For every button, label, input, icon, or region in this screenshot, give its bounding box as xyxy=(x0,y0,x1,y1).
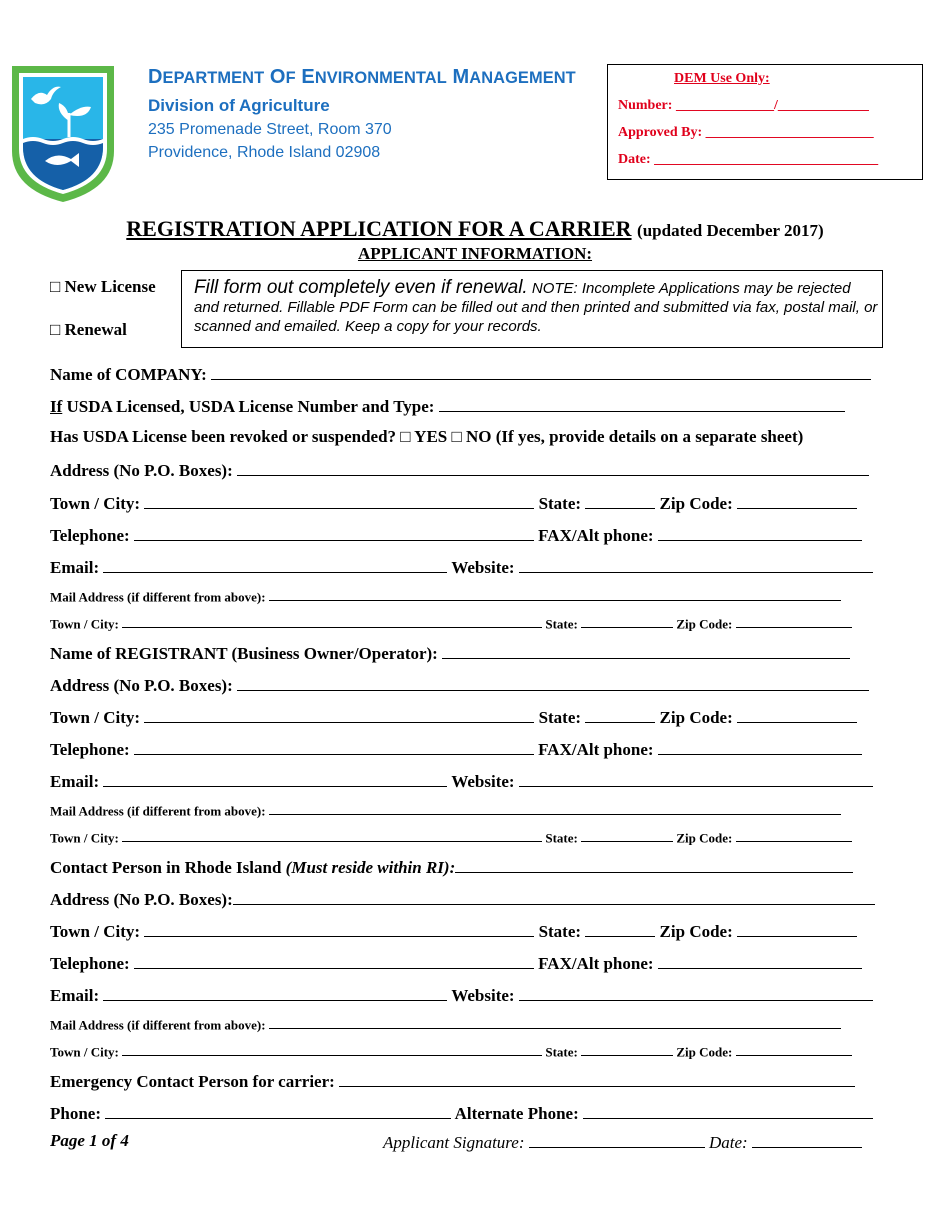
instructions-box xyxy=(181,270,883,348)
contact-mail-town-row: Town / City: State: Zip Code: xyxy=(50,1043,852,1060)
registrant-name-field[interactable] xyxy=(442,642,850,659)
contact-mail-town-field[interactable] xyxy=(122,1043,542,1056)
registrant-town-row: Town / City: State: Zip Code: xyxy=(50,706,857,728)
registrant-address-field[interactable] xyxy=(237,674,869,691)
contact-email-field[interactable] xyxy=(103,984,447,1001)
company-mail-address-field[interactable] xyxy=(269,588,841,601)
registrant-mail-address-row: Mail Address (if different from above): xyxy=(50,802,841,819)
company-mail-town-row: Town / City: State: Zip Code: xyxy=(50,615,852,632)
department-name: DEPARTMENT OF ENVIRONMENTAL MANAGEMENT xyxy=(148,66,576,88)
contact-address-row: Address (No P.O. Boxes): xyxy=(50,888,875,910)
emergency-contact-field[interactable] xyxy=(339,1070,855,1087)
shield-icon xyxy=(9,63,117,205)
contact-fax-field[interactable] xyxy=(658,952,862,969)
company-address-field[interactable] xyxy=(237,459,869,476)
registrant-mail-town-field[interactable] xyxy=(122,829,542,842)
instructions-text: Fill form out completely even if renewal. NOTE: Incomplete Applications may be rejected and returned. Fillable PDF Form can be filled out and then printed and submitted via fax, postal mail, or scanned and emailed. Keep a copy for your records. xyxy=(194,277,878,335)
emergency-alt-phone-field[interactable] xyxy=(583,1102,873,1119)
company-email-row: Email: Website: xyxy=(50,556,873,578)
contact-email-row: Email: Website: xyxy=(50,984,873,1006)
contact-zip-field[interactable] xyxy=(737,920,857,937)
usda-license-row: If USDA Licensed, USDA License Number and Type: xyxy=(50,395,845,417)
dem-use-only-title: DEM Use Only: xyxy=(674,71,770,86)
company-mail-zip-field[interactable] xyxy=(736,615,852,628)
form-title: REGISTRATION APPLICATION FOR A CARRIER (updated December 2017) xyxy=(126,216,824,241)
registrant-name-row: Name of REGISTRANT (Business Owner/Operator): xyxy=(50,642,850,664)
contact-mail-address-field[interactable] xyxy=(269,1016,841,1029)
company-zip-field[interactable] xyxy=(737,492,857,509)
dem-number-label: Number: ______________/_____________ xyxy=(618,98,869,113)
registrant-mail-address-field[interactable] xyxy=(269,802,841,815)
company-telephone-field[interactable] xyxy=(134,524,534,541)
company-fax-field[interactable] xyxy=(658,524,862,541)
contact-person-row: Contact Person in Rhode Island (Must reside within RI): xyxy=(50,856,853,878)
registrant-telephone-row: Telephone: FAX/Alt phone: xyxy=(50,738,862,760)
signature-date-field[interactable] xyxy=(752,1131,862,1148)
contact-town-field[interactable] xyxy=(144,920,534,937)
signature-row: Applicant Signature: Date: xyxy=(383,1131,862,1153)
section-title-applicant-information: APPLICANT INFORMATION: xyxy=(357,244,593,263)
contact-town-row: Town / City: State: Zip Code: xyxy=(50,920,857,942)
contact-state-field[interactable] xyxy=(585,920,655,937)
contact-mail-zip-field[interactable] xyxy=(736,1043,852,1056)
department-street-address: 235 Promenade Street, Room 370 xyxy=(148,121,392,138)
company-name-row: Name of COMPANY: xyxy=(50,363,871,385)
renewal-checkbox[interactable]: □ Renewal xyxy=(50,320,127,339)
registrant-website-field[interactable] xyxy=(519,770,873,787)
contact-person-field[interactable] xyxy=(455,856,853,873)
registrant-telephone-field[interactable] xyxy=(134,738,534,755)
department-city-address: Providence, Rhode Island 02908 xyxy=(148,144,381,161)
contact-mail-address-row: Mail Address (if different from above): xyxy=(50,1016,841,1033)
company-mail-town-field[interactable] xyxy=(122,615,542,628)
contact-telephone-row: Telephone: FAX/Alt phone: xyxy=(50,952,862,974)
company-town-row: Town / City: State: Zip Code: xyxy=(50,492,857,514)
contact-address-field[interactable] xyxy=(233,888,875,905)
dem-date-label: Date: ________________________________ xyxy=(618,152,879,167)
registrant-mail-zip-field[interactable] xyxy=(736,829,852,842)
company-town-field[interactable] xyxy=(144,492,534,509)
company-mail-address-row: Mail Address (if different from above): xyxy=(50,588,841,605)
new-license-checkbox[interactable]: □ New License xyxy=(50,277,156,296)
registrant-address-row: Address (No P.O. Boxes): xyxy=(50,674,869,696)
usda-revoked-question: Has USDA License been revoked or suspended? □ YES □ NO (If yes, provide details on a separate sheet) xyxy=(50,427,804,446)
company-telephone-row: Telephone: FAX/Alt phone: xyxy=(50,524,862,546)
company-state-field[interactable] xyxy=(585,492,655,509)
registrant-state-field[interactable] xyxy=(585,706,655,723)
registrant-town-field[interactable] xyxy=(144,706,534,723)
emergency-contact-row: Emergency Contact Person for carrier: xyxy=(50,1070,855,1092)
company-mail-state-field[interactable] xyxy=(581,615,673,628)
company-email-field[interactable] xyxy=(103,556,447,573)
division-name: Division of Agriculture xyxy=(148,96,330,115)
dem-use-only-box xyxy=(607,64,923,180)
emergency-phone-row: Phone: Alternate Phone: xyxy=(50,1102,873,1124)
company-website-field[interactable] xyxy=(519,556,873,573)
contact-telephone-field[interactable] xyxy=(134,952,534,969)
signature-field[interactable] xyxy=(529,1131,705,1148)
company-address-row: Address (No P.O. Boxes): xyxy=(50,459,869,481)
contact-mail-state-field[interactable] xyxy=(581,1043,673,1056)
contact-website-field[interactable] xyxy=(519,984,873,1001)
dem-logo xyxy=(9,63,117,205)
registrant-zip-field[interactable] xyxy=(737,706,857,723)
registrant-fax-field[interactable] xyxy=(658,738,862,755)
registrant-mail-town-row: Town / City: State: Zip Code: xyxy=(50,829,852,846)
dem-approved-label: Approved By: ________________________ xyxy=(618,125,874,140)
registrant-mail-state-field[interactable] xyxy=(581,829,673,842)
usda-license-field[interactable] xyxy=(439,395,845,412)
page-number: Page 1 of 4 xyxy=(50,1131,129,1150)
emergency-phone-field[interactable] xyxy=(105,1102,451,1119)
registrant-email-row: Email: Website: xyxy=(50,770,873,792)
company-name-field[interactable] xyxy=(211,363,871,380)
registrant-email-field[interactable] xyxy=(103,770,447,787)
